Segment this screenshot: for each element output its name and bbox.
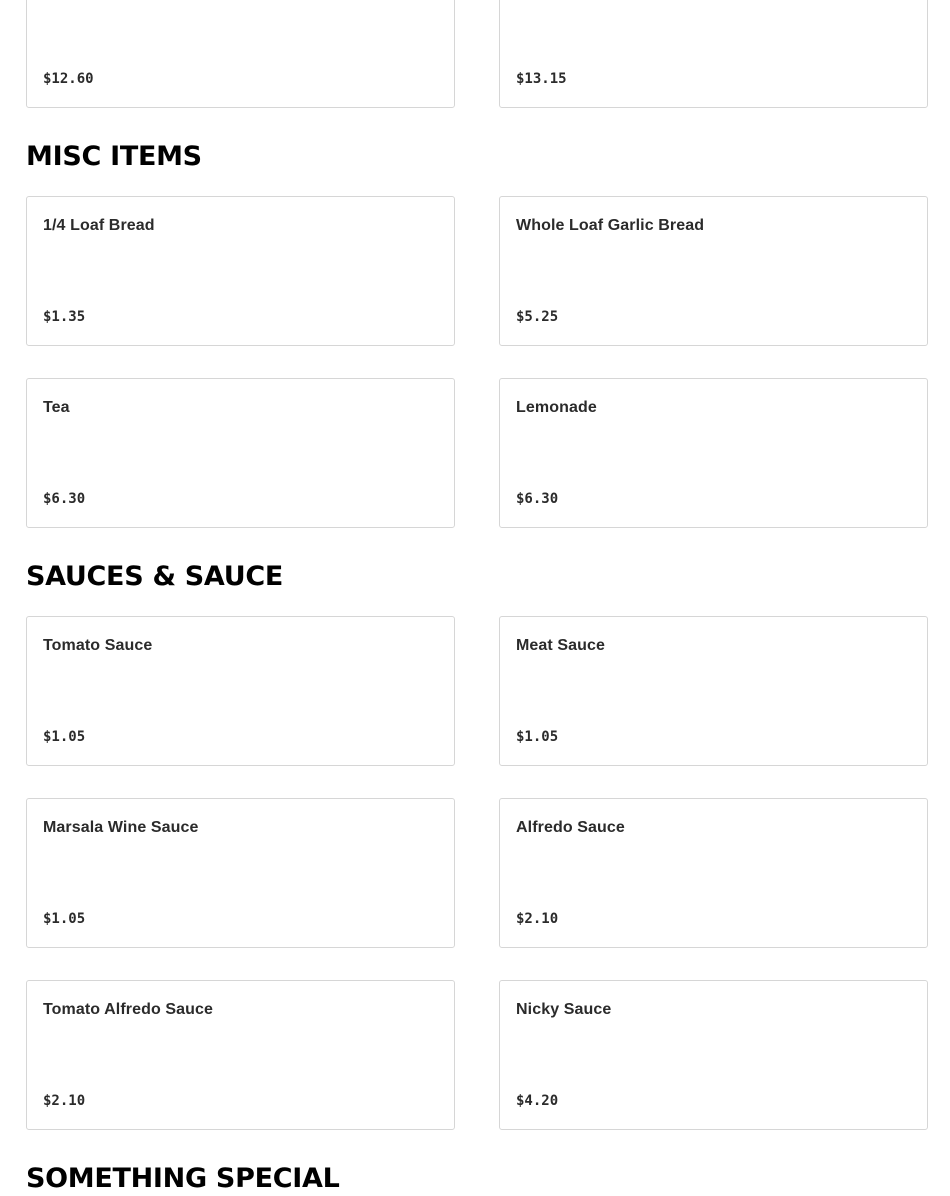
item-price: $6.30	[43, 491, 86, 507]
item-name: Meat Sauce	[516, 637, 606, 654]
previous-section	[26, 0, 928, 108]
menu-item-card[interactable]	[26, 616, 455, 766]
menu-item-card[interactable]	[26, 378, 455, 528]
menu-item-card[interactable]	[26, 798, 455, 948]
item-name: Tea	[43, 399, 70, 416]
menu-item-card[interactable]	[26, 980, 455, 1130]
menu-item-card[interactable]	[499, 196, 928, 346]
section-misc-items	[26, 140, 928, 528]
item-name: Marsala Wine Sauce	[43, 819, 199, 836]
menu-item-card[interactable]	[499, 980, 928, 1130]
item-grid	[26, 0, 928, 108]
item-name: Lemonade	[516, 399, 597, 416]
item-price: $13.15	[516, 71, 567, 87]
item-price: $2.10	[43, 1093, 86, 1109]
item-price: $1.35	[43, 309, 86, 325]
menu-page	[26, 0, 928, 1196]
section-something-special	[26, 1162, 928, 1196]
item-name: Nicky Sauce	[516, 1001, 612, 1018]
section-title: SOMETHING SPECIAL	[26, 1163, 340, 1194]
menu-item-card[interactable]	[26, 196, 455, 346]
item-price: $6.30	[516, 491, 559, 507]
item-name: Alfredo Sauce	[516, 819, 625, 836]
menu-item-card[interactable]	[499, 798, 928, 948]
section-title: MISC ITEMS	[26, 141, 202, 172]
item-price: $1.05	[43, 911, 86, 927]
menu-item-card[interactable]	[499, 0, 928, 108]
item-grid	[26, 616, 928, 1130]
menu-item-card[interactable]	[499, 378, 928, 528]
item-price: $2.10	[516, 911, 559, 927]
item-grid	[26, 196, 928, 528]
item-name: 1/4 Loaf Bread	[43, 217, 155, 234]
item-name: Tomato Alfredo Sauce	[43, 1001, 214, 1018]
item-price: $1.05	[516, 729, 559, 745]
item-price: $5.25	[516, 309, 559, 325]
section-title: SAUCES & SAUCE	[26, 561, 283, 592]
item-name: Tomato Sauce	[43, 637, 153, 654]
item-price: $4.20	[516, 1093, 559, 1109]
item-price: $1.05	[43, 729, 86, 745]
item-name: Whole Loaf Garlic Bread	[516, 217, 705, 234]
menu-item-card[interactable]	[499, 616, 928, 766]
section-sauces	[26, 560, 928, 1130]
menu-item-card[interactable]	[26, 0, 455, 108]
item-price: $12.60	[43, 71, 94, 87]
